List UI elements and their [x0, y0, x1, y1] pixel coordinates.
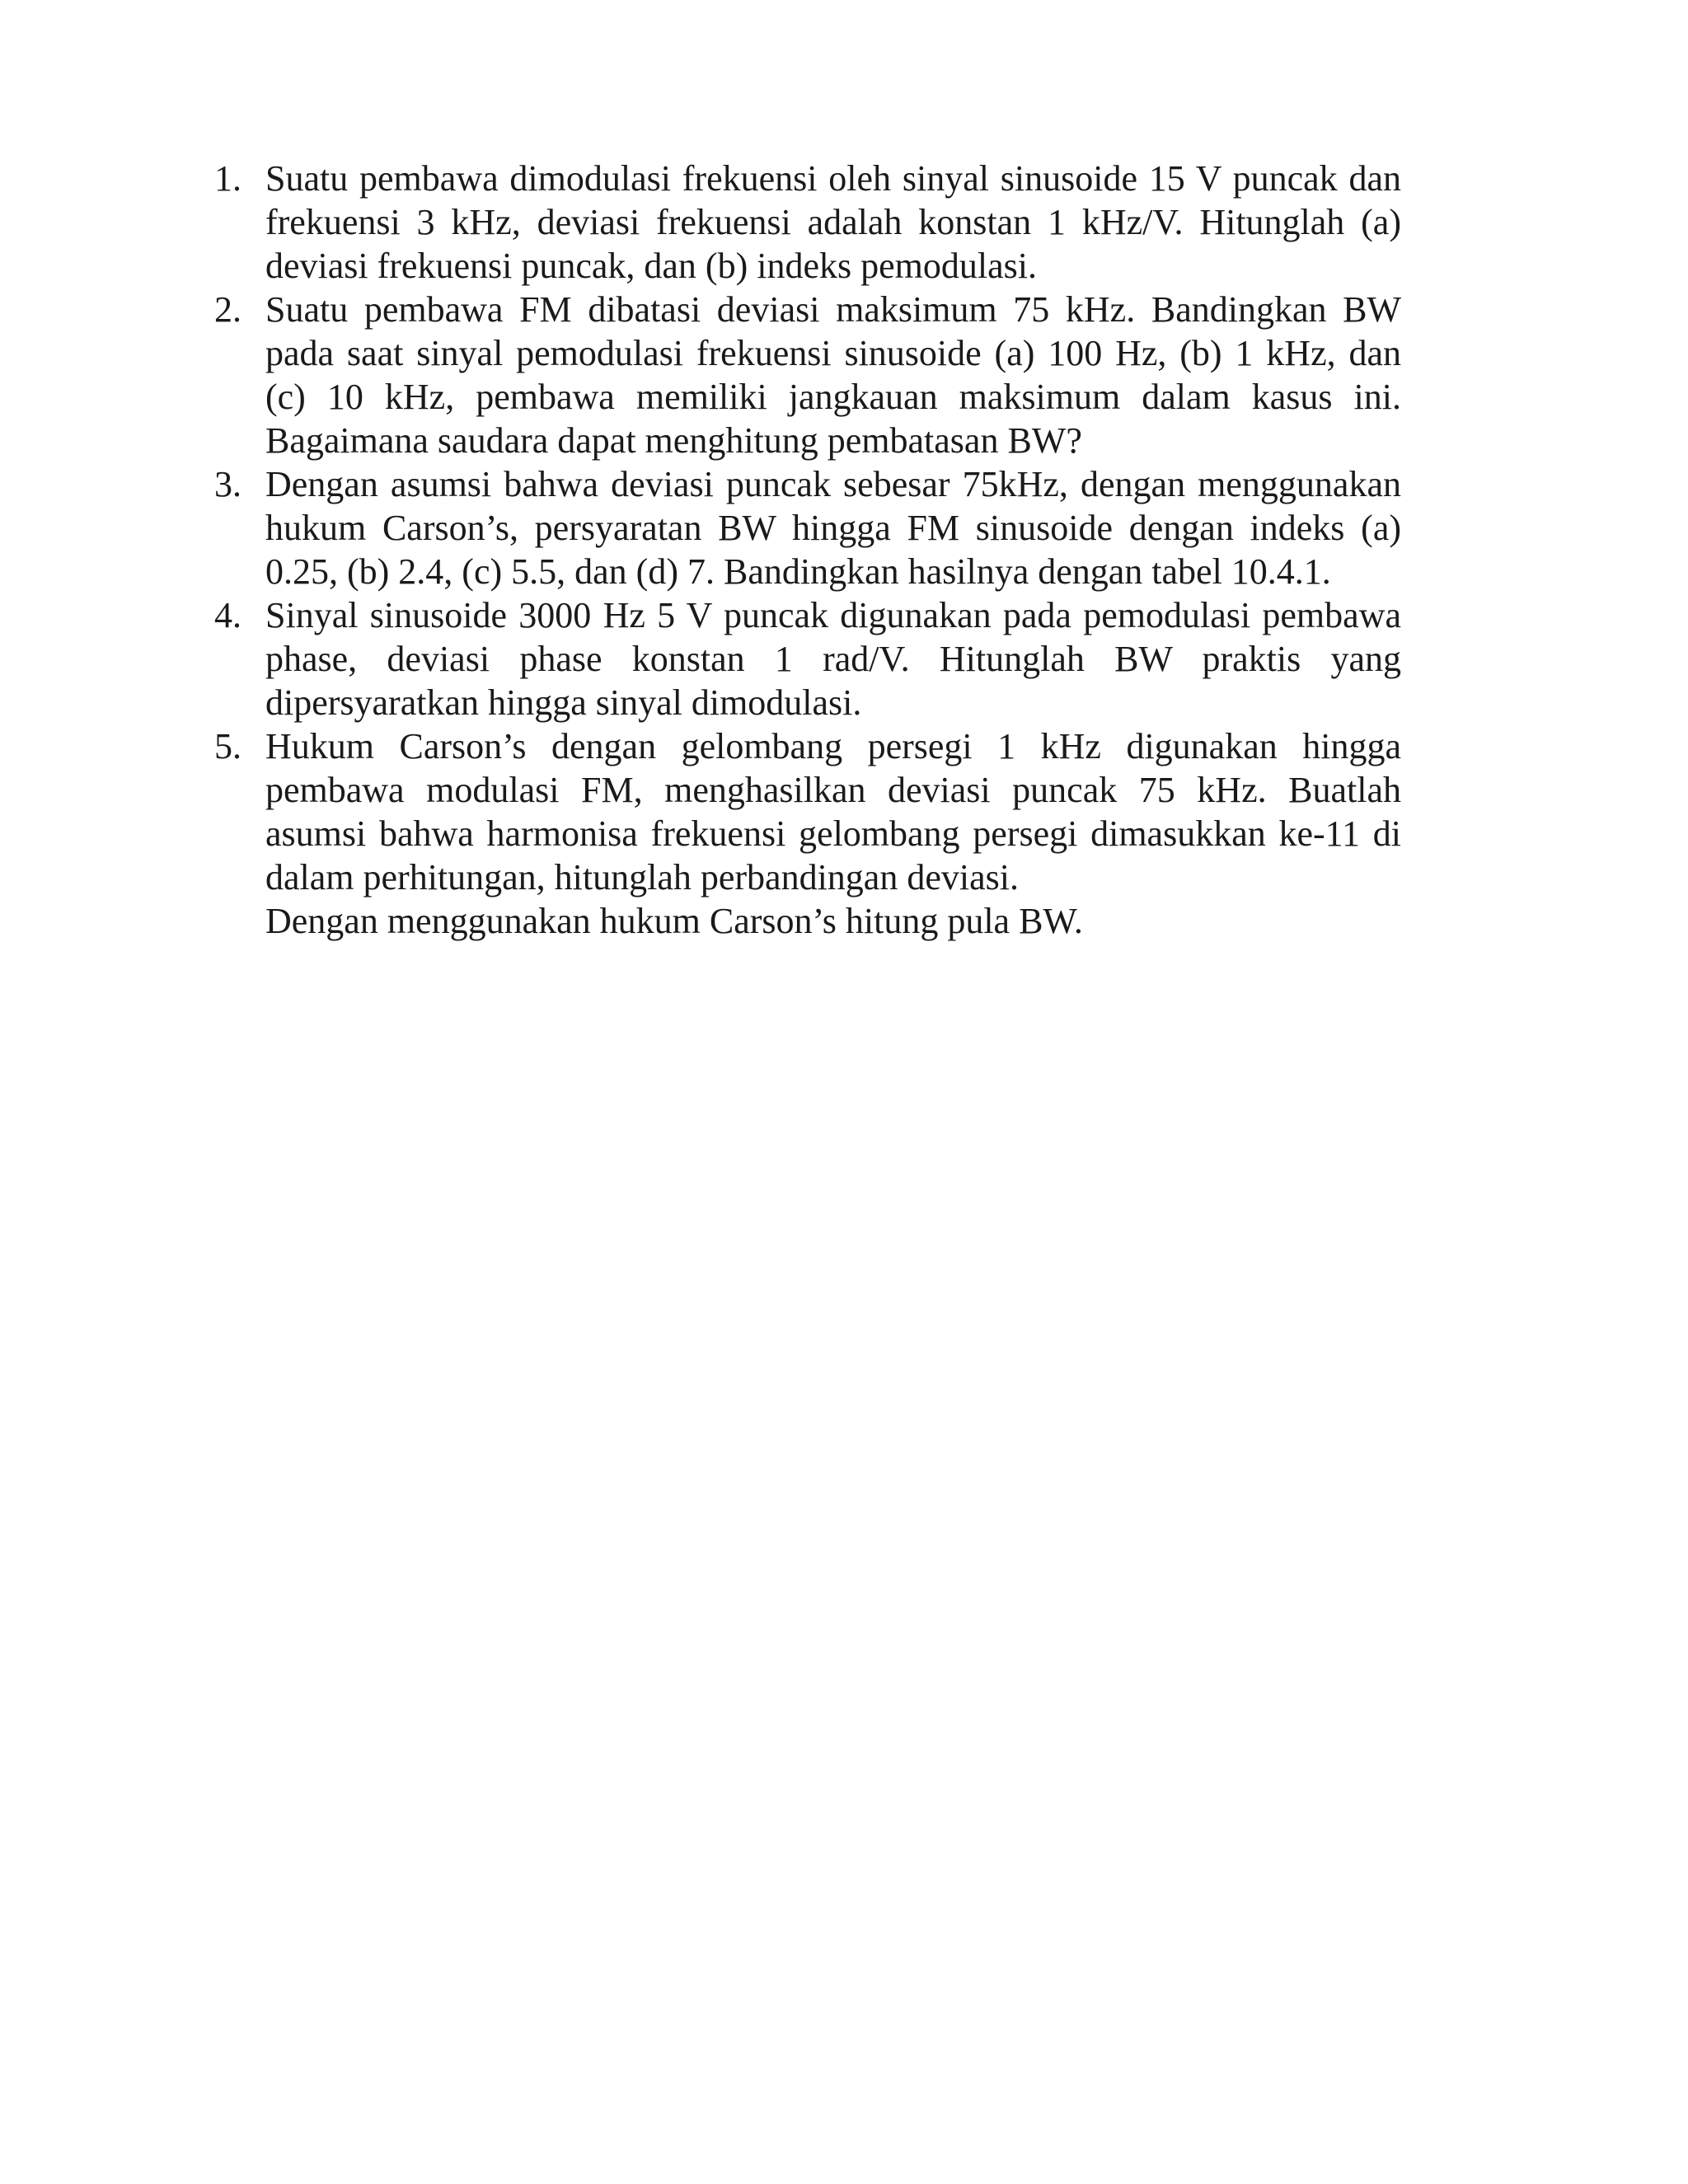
problem-item-3: [214, 462, 1401, 593]
problem-text: Dengan asumsi bahwa deviasi puncak sebesar 75kHz, dengan menggunakan hukum Carson’s, persyaratan BW hingga FM sinusoide dengan indeks (a) 0.25, (b) 2.4, (c) 5.5, dan (d) 7. Bandingkan hasilnya dengan tabel 10.4.1.: [265, 464, 1401, 592]
problem-list: [214, 157, 1401, 943]
problem-item-4: [214, 593, 1401, 724]
problem-text: Hukum Carson’s dengan gelombang persegi 1 kHz digunakan hingga pembawa modulasi FM, menghasilkan deviasi puncak 75 kHz. Buatlah asumsi bahwa harmonisa frekuensi gelombang persegi dimasukkan ke-11 di dalam perhitungan, hitunglah perbandingan deviasi.: [265, 726, 1401, 898]
problem-text: Suatu pembawa FM dibatasi deviasi maksimum 75 kHz. Bandingkan BW pada saat sinyal pemodulasi frekuensi sinusoide (a) 100 Hz, (b) 1 kHz, dan (c) 10 kHz, pembawa memiliki jangkauan maksimum dalam kasus ini. Bagaimana saudara dapat menghitung pembatasan BW?: [265, 289, 1401, 461]
problem-text: Suatu pembawa dimodulasi frekuensi oleh sinyal sinusoide 15 V puncak dan frekuensi 3 kHz, deviasi frekuensi adalah konstan 1 kHz/V. Hitunglah (a) deviasi frekuensi puncak, dan (b) indeks pemodulasi.: [265, 158, 1401, 286]
problem-item-2: [214, 288, 1401, 462]
problem-number: 4.: [214, 595, 241, 635]
problem-number: 1.: [214, 158, 241, 199]
problem-number: 2.: [214, 289, 241, 330]
problem-text: Sinyal sinusoide 3000 Hz 5 V puncak digunakan pada pemodulasi pembawa phase, deviasi phase konstan 1 rad/V. Hitunglah BW praktis yang dipersyaratkan hingga sinyal dimodulasi.: [265, 595, 1401, 723]
problem-item-5: [214, 724, 1401, 943]
problem-extra-text: Dengan menggunakan hukum Carson’s hitung pula BW.: [265, 901, 1083, 941]
problem-number: 5.: [214, 726, 241, 766]
problem-number: 3.: [214, 464, 241, 504]
problem-item-1: [214, 157, 1401, 288]
